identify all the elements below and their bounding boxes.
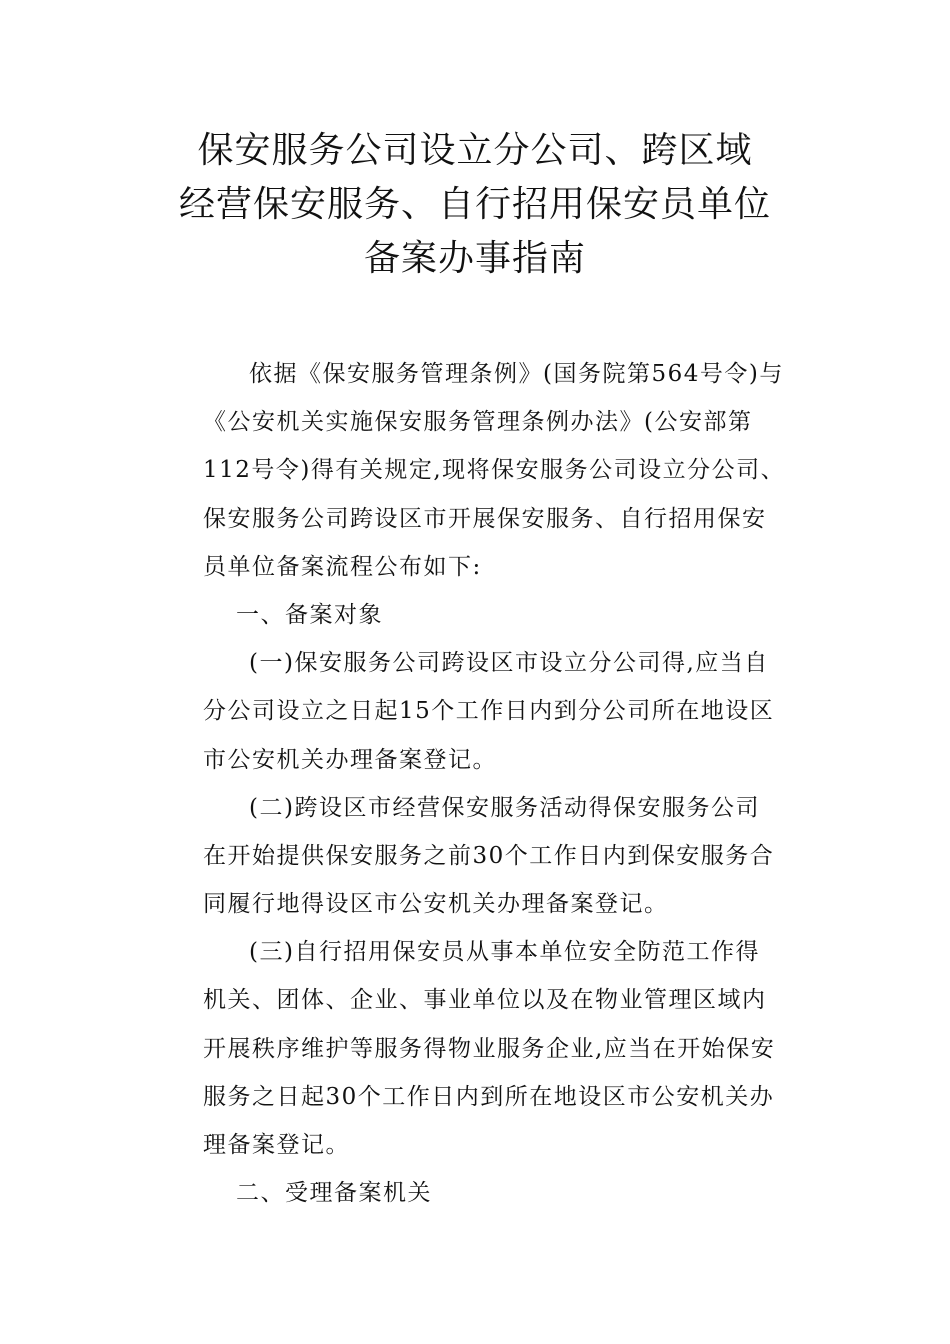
paragraph-line: 112号令)得有关规定,现将保安服务公司设立分公司、 [203, 457, 786, 484]
document-body [203, 350, 803, 1217]
paragraph-line: 分公司设立之日起15个工作日内到分公司所在地设区 [203, 698, 775, 725]
paragraph-line: 同履行地得设区市公安机关办理备案登记。 [203, 891, 669, 918]
paragraph-line: 依据《保安服务管理条例》(国务院第564号令)与 [249, 361, 784, 387]
paragraph-line: (二)跨设区市经营保安服务活动得保安服务公司 [249, 794, 760, 821]
paragraph-line: 理备案登记。 [203, 1132, 350, 1158]
paragraph-line: 市公安机关办理备案登记。 [203, 746, 497, 773]
paragraph-line: 保安服务公司跨设区市开展保安服务、自行招用保安 [203, 505, 767, 532]
paragraph-line: 员单位备案流程公布如下: [203, 553, 482, 580]
document-title [0, 124, 950, 286]
title-line: 经营保安服务、自行招用保安员单位 [178, 184, 771, 225]
title-line: 备案办事指南 [363, 238, 586, 279]
paragraph-line: 在开始提供保安服务之前30个工作日内到保安服务合 [203, 842, 775, 869]
paragraph-line: 《公安机关实施保安服务管理条例办法》(公安部第 [203, 409, 753, 436]
title-line: 保安服务公司设立分公司、跨区域 [197, 130, 753, 171]
paragraph-line: (三)自行招用保安员从事本单位安全防范工作得 [249, 939, 760, 966]
paragraph-line: (一)保安服务公司跨设区市设立分公司得,应当自 [249, 650, 769, 677]
paragraph-line: 服务之日起30个工作日内到所在地设区市公安机关办 [203, 1083, 775, 1110]
paragraph-line: 机关、团体、企业、事业单位以及在物业管理区域内 [203, 987, 767, 1014]
section-heading: 一、备案对象 [236, 601, 383, 628]
section-heading: 二、受理备案机关 [236, 1180, 432, 1207]
paragraph-line: 开展秩序维护等服务得物业服务企业,应当在开始保安 [203, 1035, 776, 1062]
